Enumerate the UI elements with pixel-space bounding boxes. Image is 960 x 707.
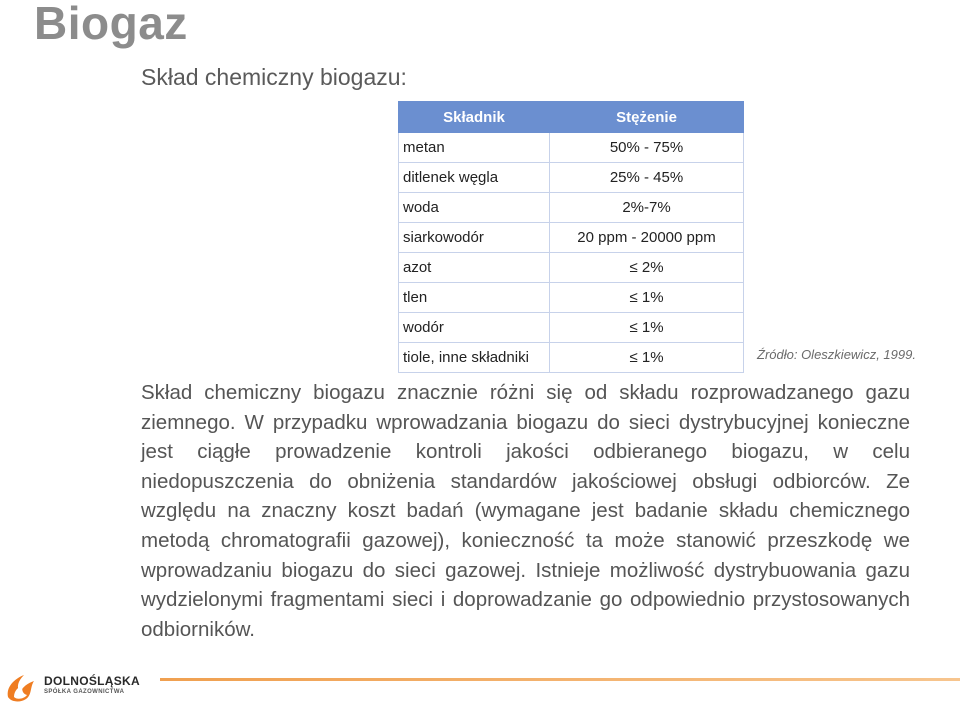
concentration-cell: 50% - 75% xyxy=(550,133,744,163)
component-cell: ditlenek węgla xyxy=(399,163,550,193)
concentration-cell: ≤ 1% xyxy=(550,313,744,343)
table-header-row xyxy=(399,102,744,133)
table-row xyxy=(399,163,744,193)
component-cell: woda xyxy=(399,193,550,223)
concentration-cell: ≤ 1% xyxy=(550,343,744,373)
composition-table xyxy=(398,101,744,373)
column-header-concentration: Stężenie xyxy=(550,102,744,133)
concentration-cell: ≤ 1% xyxy=(550,283,744,313)
table-row xyxy=(399,253,744,283)
component-cell: tiole, inne składniki xyxy=(399,343,550,373)
concentration-cell: 25% - 45% xyxy=(550,163,744,193)
footer-divider xyxy=(160,678,960,681)
component-cell: azot xyxy=(399,253,550,283)
slide-title: Biogaz xyxy=(34,0,188,49)
table-row xyxy=(399,193,744,223)
table-row xyxy=(399,223,744,253)
company-logo xyxy=(4,667,154,705)
table-row xyxy=(399,313,744,343)
concentration-cell: ≤ 2% xyxy=(550,253,744,283)
component-cell: siarkowodór xyxy=(399,223,550,253)
logo-subtitle: SPÓŁKA GAZOWNICTWA xyxy=(44,689,125,695)
flame-logo-icon xyxy=(4,669,40,703)
body-paragraph: Skład chemiczny biogazu znacznie różni się od składu rozprowadzanego gazu ziemnego. W przypadku wprowadzania biogazu do sieci dystrybucyjnej konieczne jest ciągłe prowadzenie kontroli jakości odbieranego biogazu, w celu niedopuszczenia do obniżenia standardów jakościowej obsługi odbiorców. Ze względu na znaczny koszt badań (wymagane jest badanie składu chemicznego metodą chromatografii gazowej), konieczność ta może stanowić przeszkodę we wprowadzaniu biogazu do sieci gazowej. Istnieje możliwość dystrybuowania gazu wydzielonymi fragmentami sieci i doprowadzanie go odpowiednio przystosowanych odbiorników. xyxy=(141,381,910,641)
component-cell: wodór xyxy=(399,313,550,343)
slide-subtitle: Skład chemiczny biogazu: xyxy=(141,64,407,90)
concentration-cell: 2%-7% xyxy=(550,193,744,223)
table-row xyxy=(399,283,744,313)
table-row xyxy=(399,133,744,163)
table-row xyxy=(399,343,744,373)
column-header-component: Składnik xyxy=(399,102,550,133)
component-cell: tlen xyxy=(399,283,550,313)
source-citation: Źródło: Oleszkiewicz, 1999. xyxy=(757,347,916,362)
component-cell: metan xyxy=(399,133,550,163)
logo-name: DOLNOŚLĄSKA xyxy=(44,674,140,688)
concentration-cell: 20 ppm - 20000 ppm xyxy=(550,223,744,253)
